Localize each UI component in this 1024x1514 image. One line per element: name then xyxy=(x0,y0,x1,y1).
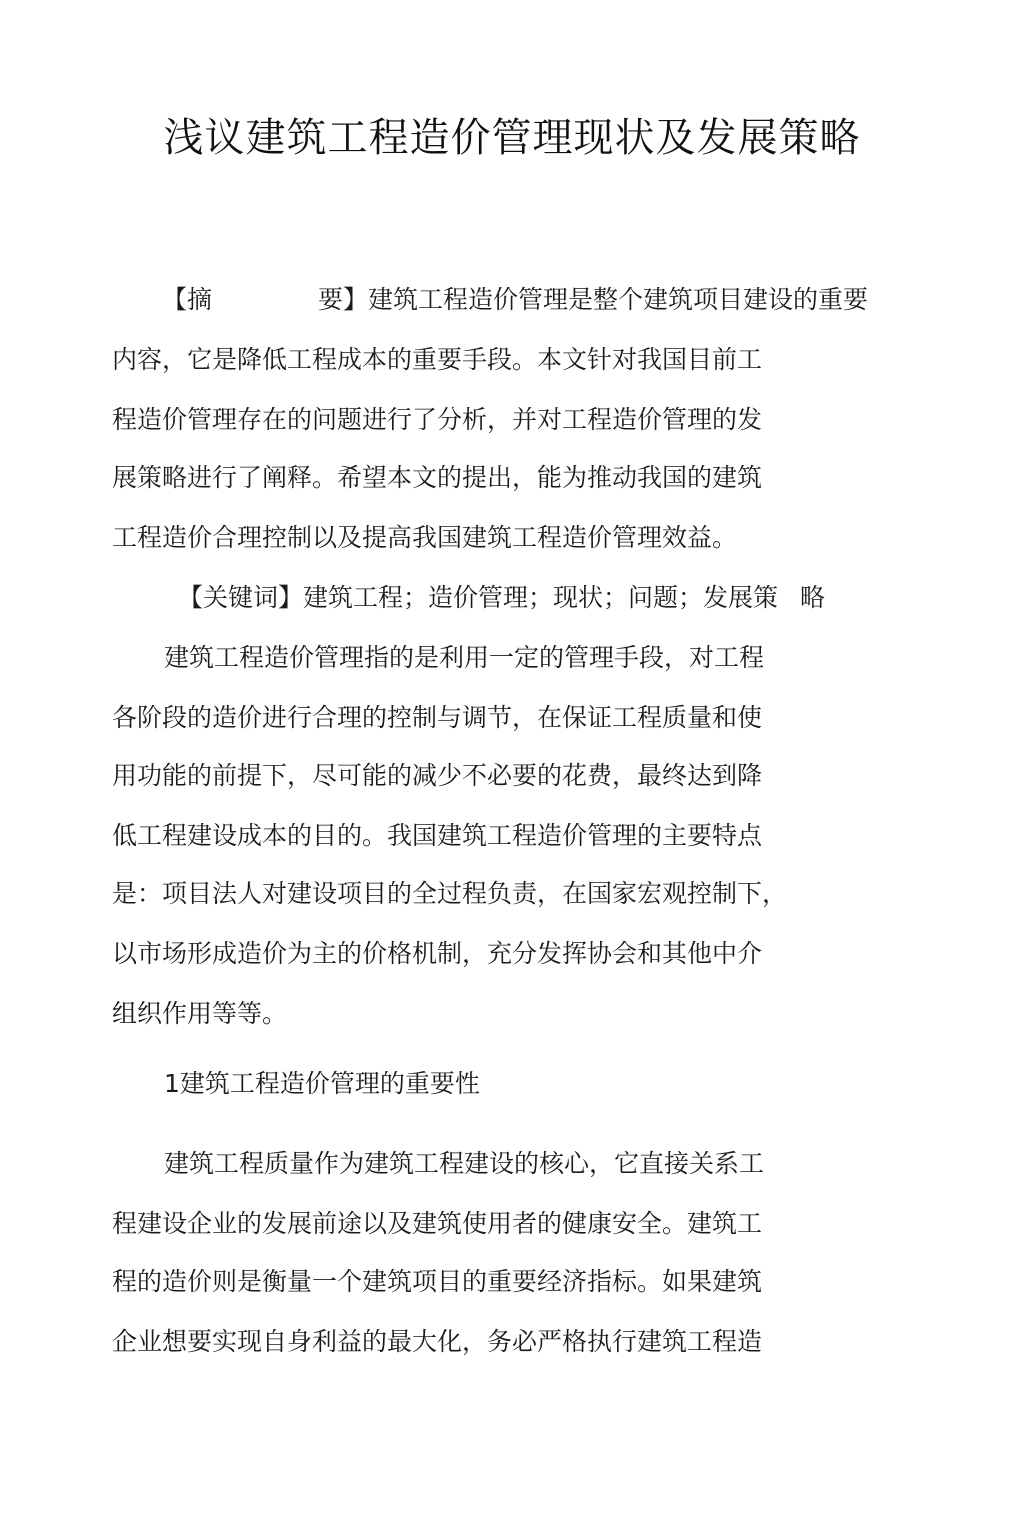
keywords-tail: 略 xyxy=(800,583,826,612)
abstract-label-end: 要】 xyxy=(318,285,369,314)
intro-line: 各阶段的造价进行合理的控制与调节，在保证工程质量和使 xyxy=(112,703,763,732)
abstract-first-line xyxy=(162,282,868,318)
abstract-line: 建筑工程造价管理是整个建筑项目建设的重要 xyxy=(368,285,869,314)
intro-line: 组织作用等等。 xyxy=(112,999,288,1028)
section-1-line: 建筑工程质量作为建筑工程建设的核心，它直接关系工 xyxy=(164,1149,765,1178)
abstract-label-start: 【摘 xyxy=(162,285,213,314)
section-1-line: 程的造价则是衡量一个建筑项目的重要经济指标。如果建筑 xyxy=(112,1267,763,1296)
intro-line: 低工程建设成本的目的。我国建筑工程造价管理的主要特点 xyxy=(112,821,763,850)
abstract-line: 内容，它是降低工程成本的重要手段。本文针对我国目前工 xyxy=(112,345,763,374)
keywords-text: 【关键词】建筑工程；造价管理；现状；问题；发展策 xyxy=(178,583,779,612)
intro-line: 以市场形成造价为主的价格机制，充分发挥协会和其他中介 xyxy=(112,939,763,968)
keywords-line xyxy=(178,580,825,616)
abstract-line: 程造价管理存在的问题进行了分析，并对工程造价管理的发 xyxy=(112,405,763,434)
section-1-heading: 1建筑工程造价管理的重要性 xyxy=(164,1069,480,1098)
section-1-line: 程建设企业的发展前途以及建筑使用者的健康安全。建筑工 xyxy=(112,1209,763,1238)
intro-line: 建筑工程造价管理指的是利用一定的管理手段，对工程 xyxy=(164,643,765,672)
document-title: 浅议建筑工程造价管理现状及发展策略 xyxy=(163,115,861,161)
section-1-line: 企业想要实现自身利益的最大化，务必严格执行建筑工程造 xyxy=(112,1327,763,1356)
intro-line: 用功能的前提下，尽可能的减少不必要的花费，最终达到降 xyxy=(112,761,763,790)
abstract-line: 展策略进行了阐释。希望本文的提出，能为推动我国的建筑 xyxy=(112,463,763,492)
intro-line: 是：项目法人对建设项目的全过程负责，在国家宏观控制下， xyxy=(112,879,788,908)
abstract-line: 工程造价合理控制以及提高我国建筑工程造价管理效益。 xyxy=(112,523,738,552)
